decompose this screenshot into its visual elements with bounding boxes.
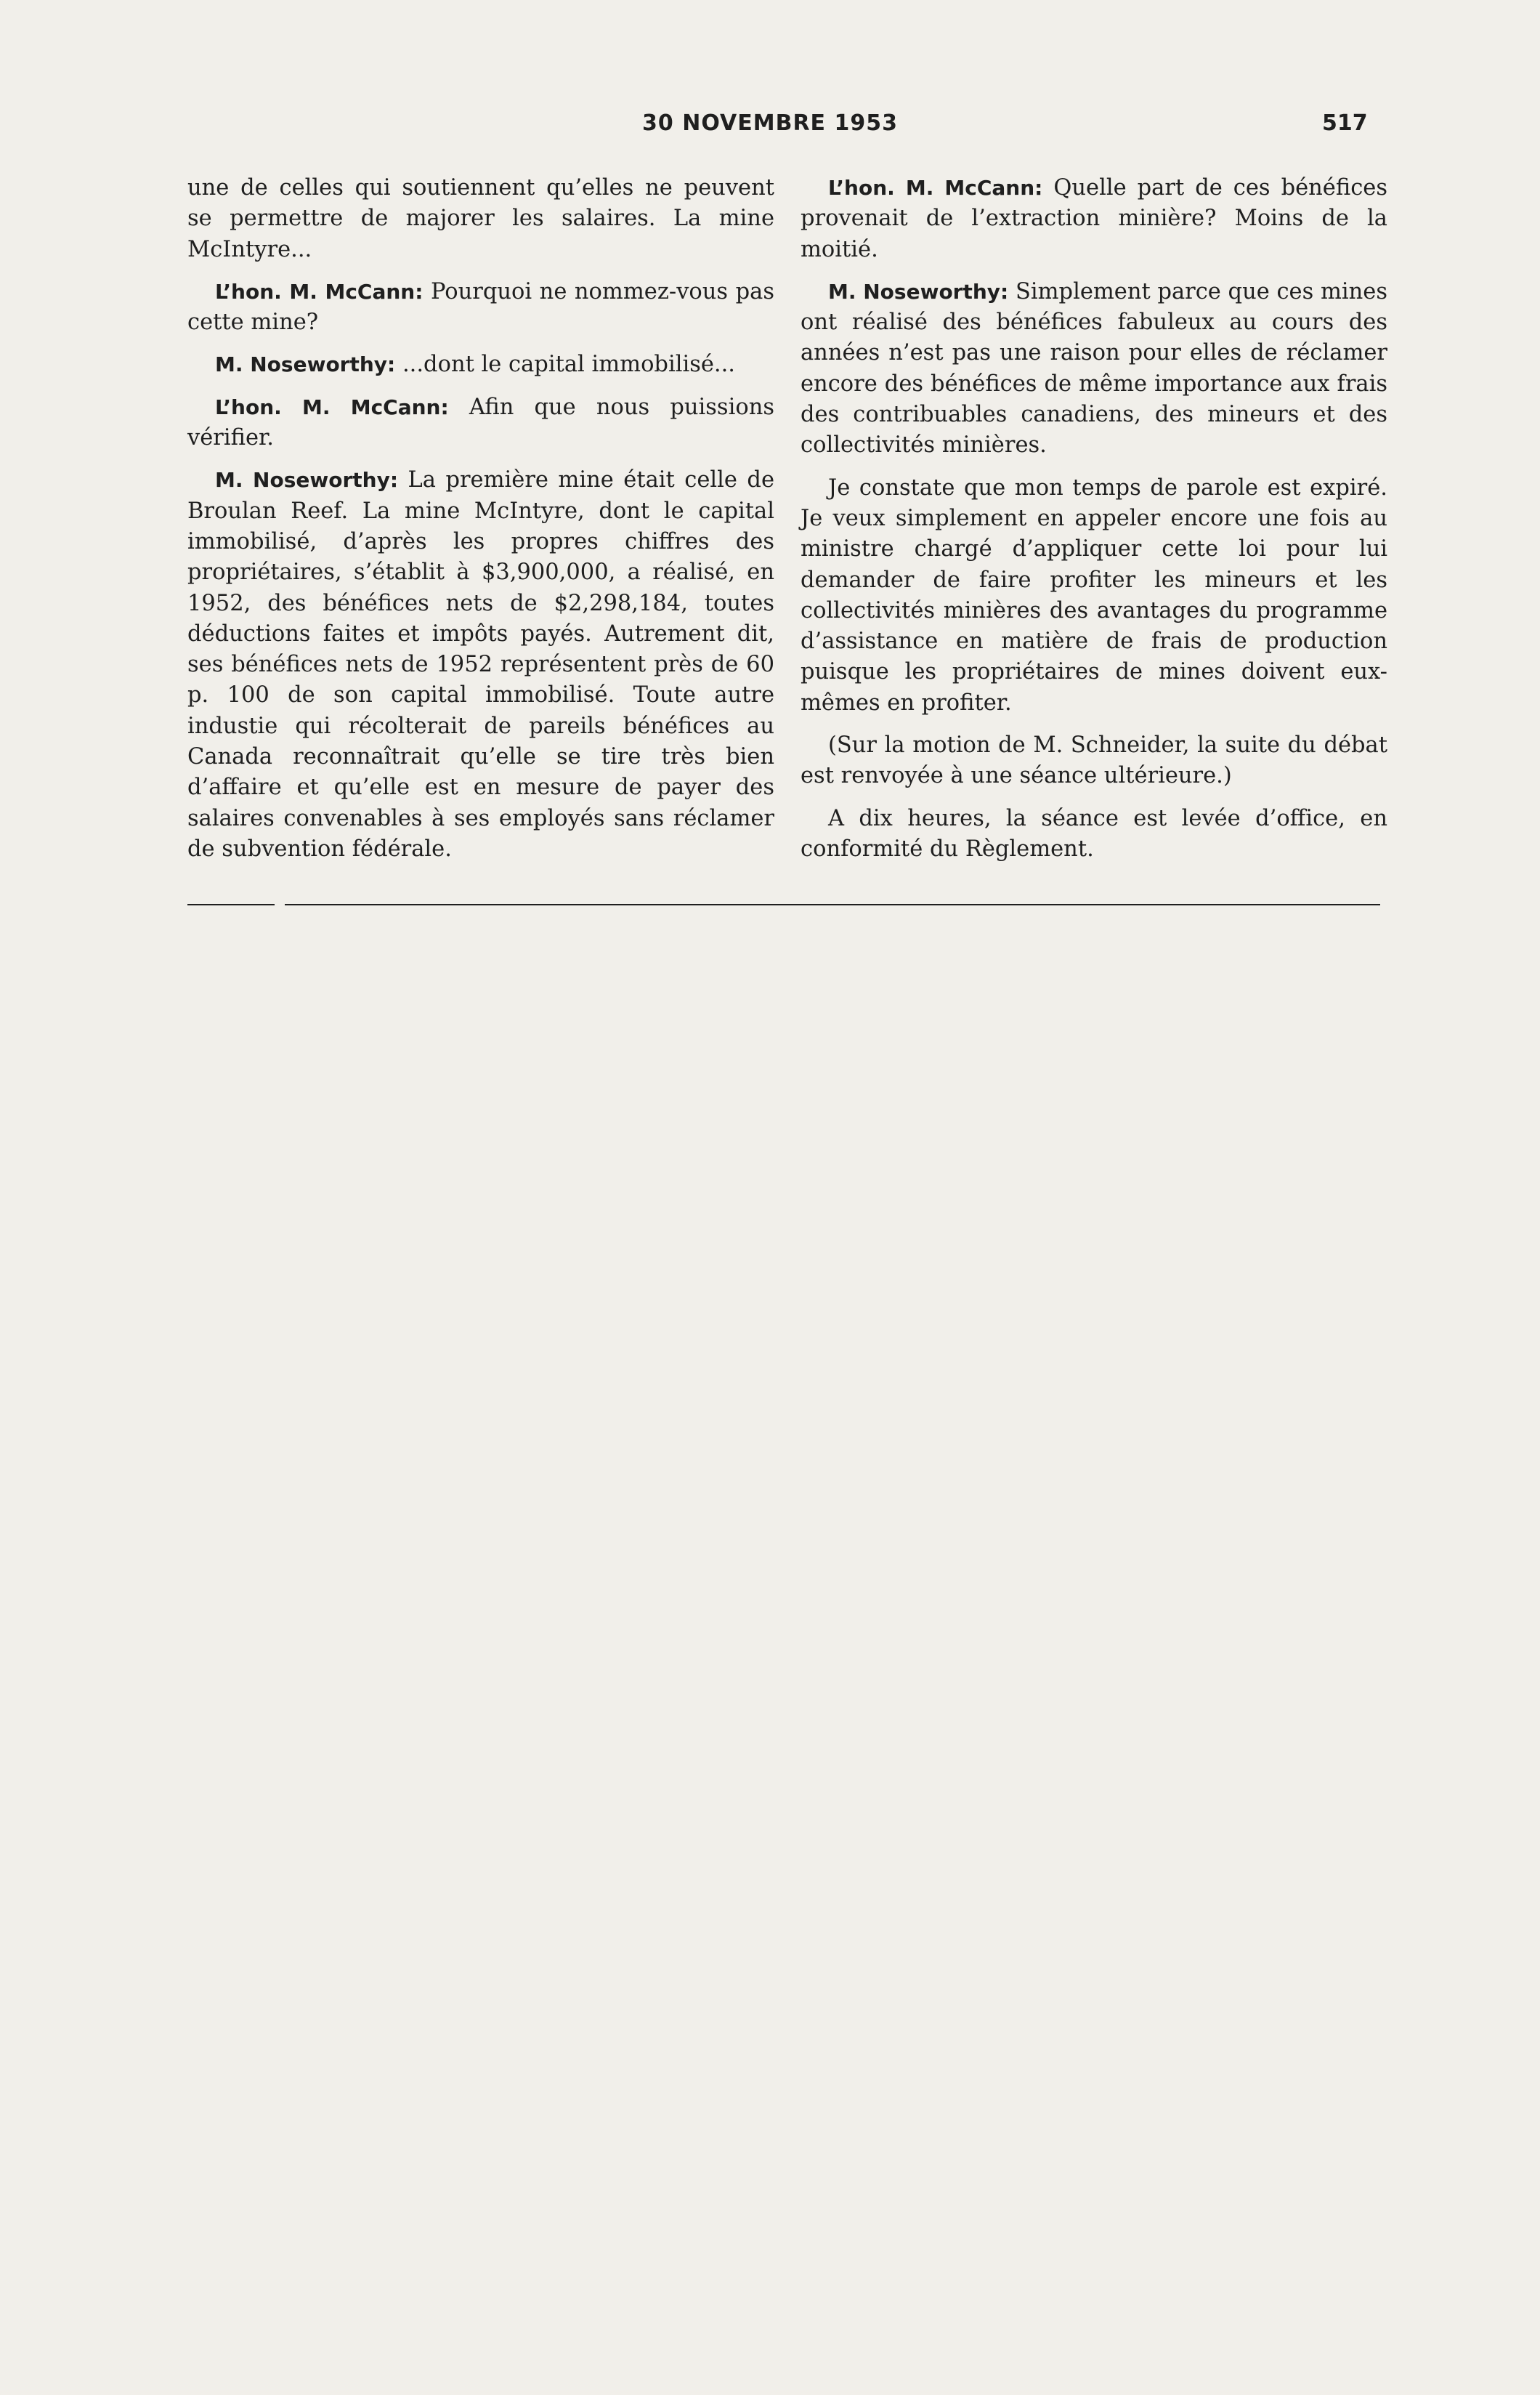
speaker-name: M. Noseworthy: [215,352,396,377]
paragraph-text: (Sur la motion de M. Schneider, la suite du débat est renvoyée à une séance ultérieure.) [801,732,1387,789]
speech-text: Pourquoi ne nommez-vous pas cette mine? [187,278,774,336]
paragraph-text: A dix heures, la séance est levée d’office, en conformité du Règlement. [801,805,1387,862]
speaker-name: M. Noseworthy: [828,279,1009,304]
page-header-date: 30 NOVEMBRE 1953 [642,110,898,136]
speech-text: ...dont le capital immobilisé... [402,352,736,378]
speaker-name: L’hon. M. McCann: [828,176,1043,200]
right-column [801,173,1387,876]
procedural-note [801,730,1387,792]
speech-paragraph [187,350,774,380]
speech-paragraph [801,277,1387,461]
speaker-name: M. Noseworthy: [215,468,399,493]
paragraph-text: Je constate que mon temps de parole est expiré. Je veux simplement en appeler encore une fois au ministre chargé d’appliquer cette loi pour lui demander de faire profiter les mineurs et les collectivités minières des avantages du programme d’assistance en matière de frais de production puisque les propriétaires de mines doivent eux-mêmes en profiter. [801,474,1387,716]
speech-paragraph [187,465,774,865]
section-rule-short [187,904,275,905]
speech-text: Quelle part de ces bénéfices provenait de l’extraction minière? Moins de la moitié. [801,175,1387,262]
page-number: 517 [1322,110,1368,136]
speech-paragraph [187,277,774,339]
speaker-name: L’hon. M. McCann: [215,279,423,304]
section-rule-long [285,904,1380,905]
speech-text: La première mine était celle de Broulan Reef. La mine McIntyre, dont le capital immobilisé, d’après les propres chiffres des propriétaires, s’établit à $3,900,000, a réalisé, en 1952, des bénéfices nets de $2,298,184, toutes déductions faites et impôts payés. Autrement dit, ses bénéfices nets de 1952 représentent près de 60 p. 100 de son capital immobilisé. Toute autre industie qui récolterait de pareils bénéfices au Canada reconnaîtrait qu’elle se tire très bien d’affaire et qu’elle est en mesure de payer des salaires convenables à ses employés sans réclamer de subvention fédérale. [187,467,774,862]
left-column [187,173,774,876]
speech-text: Afin que nous puissions vérifier. [187,394,774,451]
speaker-name: L’hon. M. McCann: [215,395,449,419]
paragraph [801,473,1387,719]
paragraph [187,173,774,265]
paragraph-text: une de celles qui soutiennent qu’elles ne peuvent se permettre de majorer les salaires. La mine McIntyre... [187,175,774,262]
speech-text: Simplement parce que ces mines ont réalisé des bénéfices fabuleux au cours des années n’est pas une raison pour elles de réclamer encore des bénéfices de même importance aux frais des contribuables canadiens, des mineurs et des collectivités minières. [801,278,1387,459]
speech-paragraph [187,392,774,454]
speech-paragraph [801,173,1387,265]
adjournment-note [801,804,1387,865]
